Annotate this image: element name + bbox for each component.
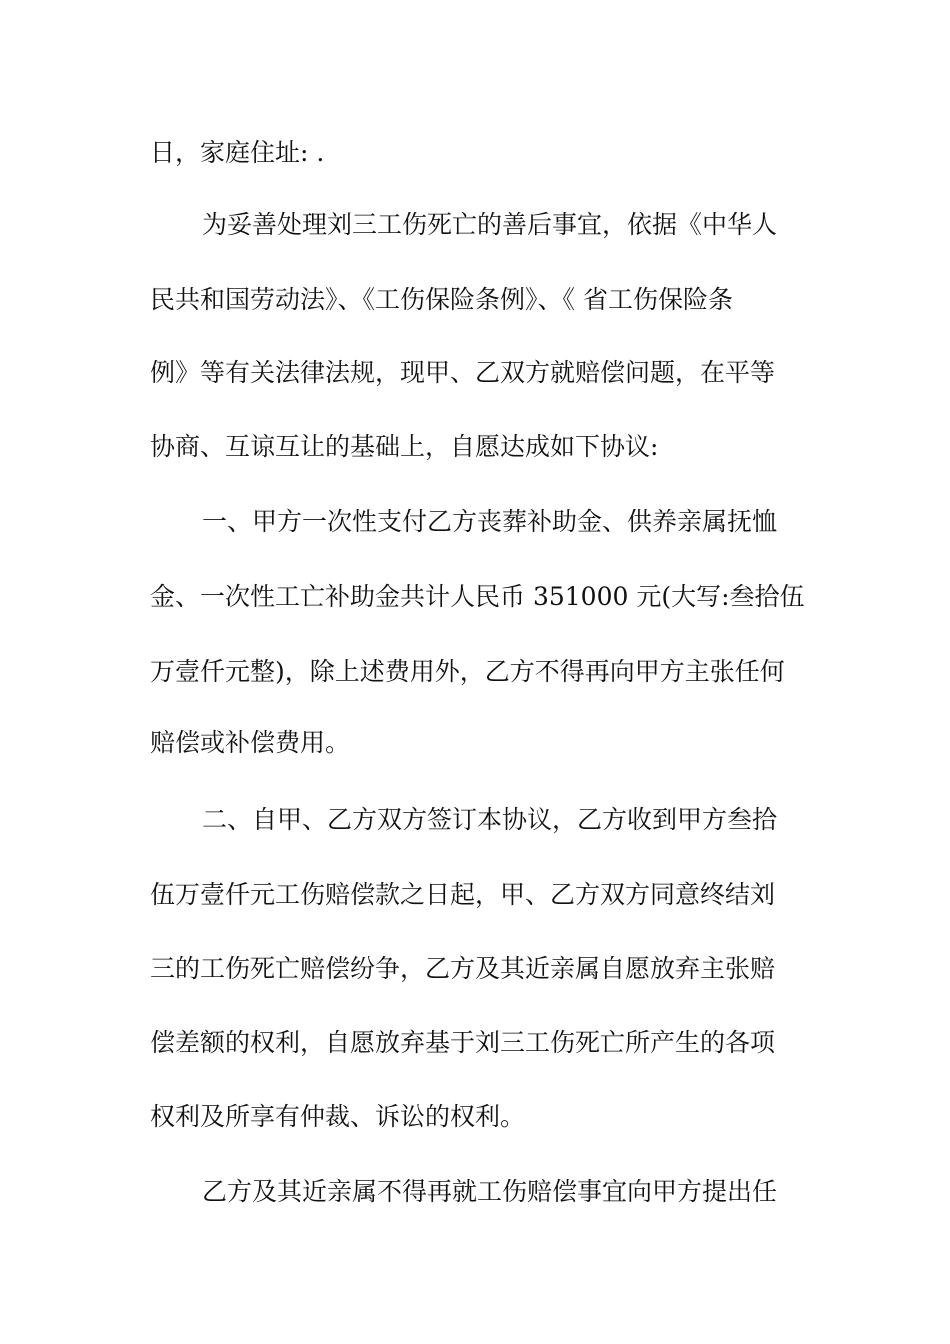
- text-line: 协商、互谅互让的基础上，自愿达成如下协议:: [150, 432, 659, 461]
- text-line: 民共和国劳动法》、《工伤保险条例》、《 省工伤保险条: [150, 285, 733, 314]
- text-line: 万壹仟元整)，除上述费用外，乙方不得再向甲方主张任何: [150, 657, 785, 686]
- paragraph-start-line: 二、自甲、乙方双方签订本协议，乙方收到甲方叁拾: [202, 805, 778, 834]
- paragraph-start-line: 乙方及其近亲属不得再就工伤赔偿事宜向甲方提出任: [202, 1177, 778, 1206]
- text-line: 偿差额的权利，自愿放弃基于刘三工伤死亡所产生的各项: [150, 1028, 776, 1057]
- text-line: 伍万壹仟元工伤赔偿款之日起，甲、乙方双方同意终结刘: [150, 880, 776, 909]
- text-line-1: 日，家庭住址: .: [150, 138, 325, 167]
- text-line: 金、一次性工亡补助金共计人民币 351000 元(大写:叁拾伍: [150, 582, 805, 611]
- paragraph-start-line: 一、甲方一次性支付乙方丧葬补助金、供养亲属抚恤: [202, 507, 778, 536]
- paragraph-start-line: 为妥善处理刘三工伤死亡的善后事宜，依据《中华人: [202, 210, 778, 239]
- text-line: 例》等有关法律法规，现甲、乙双方就赔偿问题，在平等: [150, 358, 776, 387]
- text-line: 赔偿或补偿费用。: [150, 728, 351, 757]
- text-line: 权利及所享有仲裁、诉讼的权利。: [150, 1102, 526, 1131]
- text-line: 三的工伤死亡赔偿纷争，乙方及其近亲属自愿放弃主张赔: [150, 954, 776, 983]
